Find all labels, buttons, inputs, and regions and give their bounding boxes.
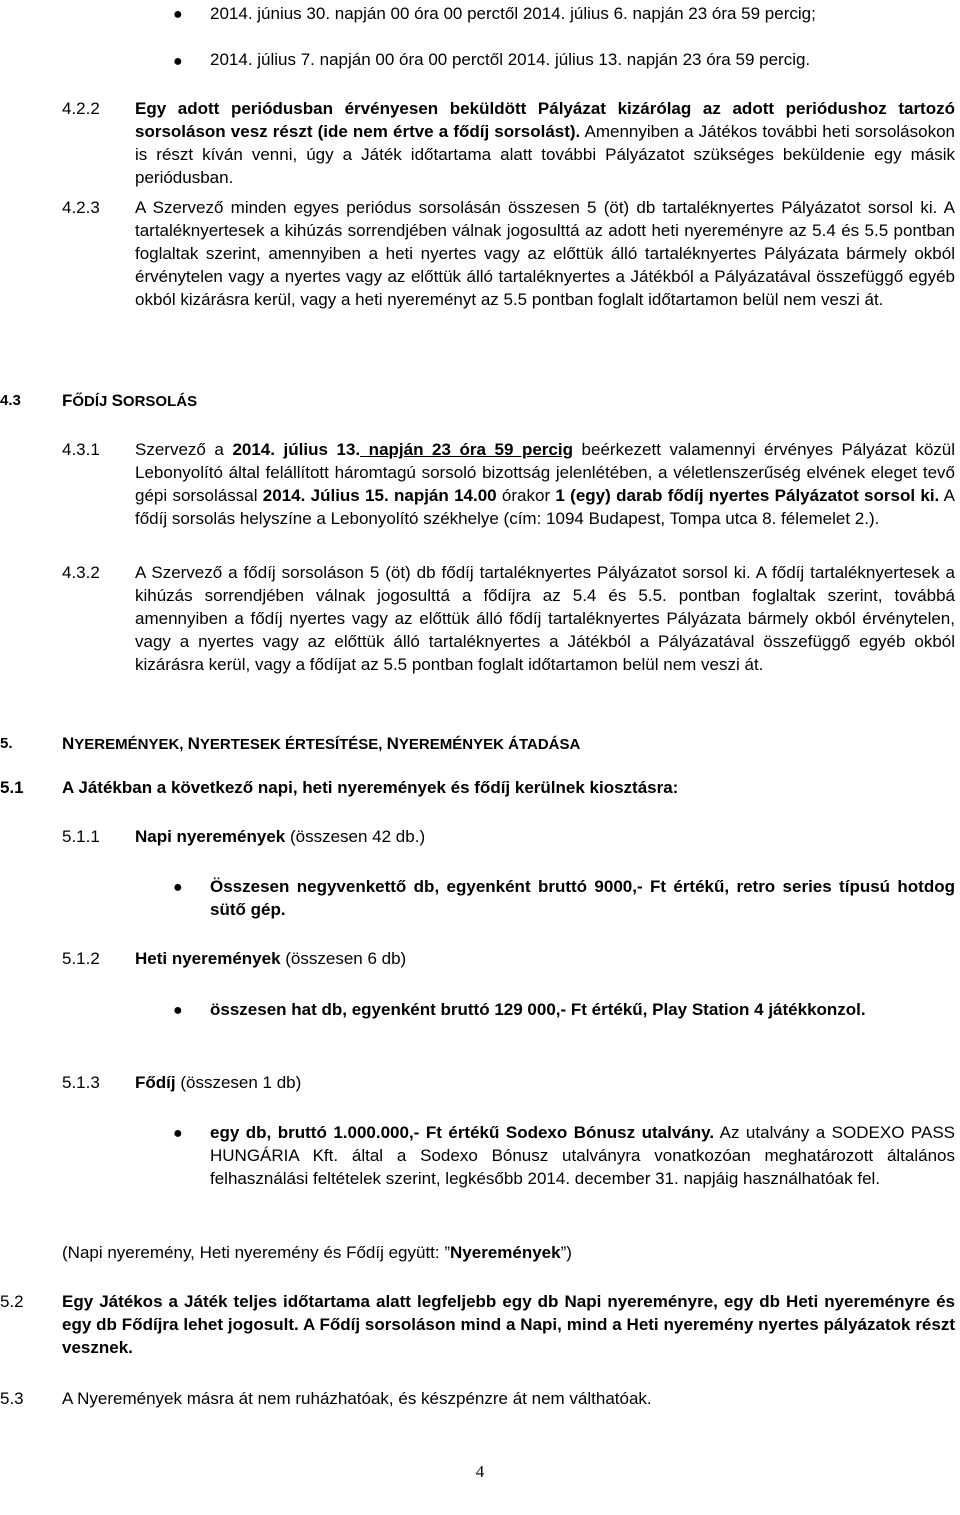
section-number: 4.3.1 bbox=[62, 440, 100, 459]
bullet-dot: ● bbox=[173, 1002, 183, 1019]
section-number: 5.3 bbox=[0, 1389, 24, 1408]
section-number: 5.1.3 bbox=[62, 1073, 100, 1092]
section-4-3-2: A Szervező a fődíj sorsoláson 5 (öt) db fődíj tartaléknyertes Pályázatot sorsol ki. A fődíj tartaléknyertesek a kihúzás sorrendjében válnak jogosulttá a fődíjra az 5.4 és 5.5. pontban foglaltak szerint, továbbá amennyiben a fődíj nyertes vagy az előttük álló fődíj tartaléknyertes Pályázata bármely okból érvénytelen, vagy a nyertes vagy az előttük álló tartaléknyertes a Játékból a Pályázatával összefüggő egyéb okból kizárásra kerül, vagy a fődíjat az 5.5 pontban foglalt időtartamon belül nem veszi át. bbox=[135, 563, 955, 674]
page-number: 4 bbox=[475, 1462, 485, 1481]
section-4-2-2 bbox=[135, 97, 955, 189]
heading-number: 5. bbox=[0, 735, 13, 752]
bullet-dot: ● bbox=[173, 1125, 183, 1142]
section-4-2-3: A Szervező minden egyes periódus sorsolásán összesen 5 (öt) db tartaléknyertes Pályázatot sorsol ki. A tartaléknyertesek a kihúzás sorrendjében válnak jogosulttá az adott heti nyereményre az 5.4 és 5.5 pontban foglaltak szerint, amennyiben a heti nyertes vagy az előttük álló tartaléknyertes Pályázata bármely okból érvénytelen vagy a nyertes vagy az előttük álló tartaléknyertes a Játékból a Pályázatával összefüggő egyéb okból kizárásra kerül, vagy a heti nyereményt az 5.5 pontban foglalt időtartamon belül nem veszi át. bbox=[135, 198, 955, 309]
prizes-note: (Napi nyeremény, Heti nyeremény és Fődíj együtt: ”Nyeremények”) bbox=[62, 1243, 572, 1262]
section-5-1-1-title: Napi nyeremények (összesen 42 db.) bbox=[135, 827, 426, 846]
section-number: 4.3.2 bbox=[62, 563, 100, 582]
bullet-period-1: 2014. június 30. napján 00 óra 00 perctől 2014. július 6. napján 23 óra 59 percig; bbox=[210, 4, 816, 23]
section-number: 5.1.2 bbox=[62, 949, 100, 968]
section-5-3: A Nyeremények másra át nem ruházhatóak, és készpénzre át nem válthatóak. bbox=[62, 1389, 652, 1408]
section-4-2-2-text: Amennyiben a Játékos további heti sorsolásokon is részt kíván venni, úgy a Játék időtartama alatt további Pályázatot szükséges beküldenie egy másik periódusban. bbox=[135, 122, 955, 187]
heading-fodij-sorsolas: FŐDÍJ SORSOLÁS bbox=[62, 391, 198, 410]
heading-nyeremenyek: NYEREMÉNYEK, NYERTESEK ÉRTESÍTÉSE, NYEREMÉNYEK ÁTADÁSA bbox=[62, 734, 581, 753]
section-number: 4.2.2 bbox=[62, 99, 100, 118]
heading-number: 4.3 bbox=[0, 392, 21, 409]
section-number: 5.1.1 bbox=[62, 827, 100, 846]
bullet-dot: ● bbox=[173, 53, 183, 70]
grand-prize-bullet: egy db, bruttó 1.000.000,- Ft értékű Sodexo Bónusz utalvány. Az utalvány a SODEXO PASS HUNGÁRIA Kft. által a Sodexo Bónusz utalványra vonatkozóan meghatározott általános felhasználási feltételek szerint, legkésőbb 2014. december 31. napjáig használhatóak fel. bbox=[210, 1123, 955, 1188]
section-5-1-3-title: Fődíj (összesen 1 db) bbox=[135, 1073, 302, 1092]
section-5-1-heading: A Játékban a következő napi, heti nyeremények és fődíj kerülnek kiosztásra: bbox=[62, 778, 679, 797]
section-4-3-1: Szervező a 2014. július 13. napján 23 óra 59 percig beérkezett valamennyi érvényes Pályázat közül Lebonyolító által felállított háromtagú sorsoló bizottság jelenlétében, a véletlenszerűség elvének eleget tevő gépi sorsolással 2014. Július 15. napján 14.00 órakor 1 (egy) darab fődíj nyertes Pályázatot sorsol ki. A fődíj sorsolás helyszíne a Lebonyolító székhelye (cím: 1094 Budapest, Tompa utca 8. félemelet 2.). bbox=[135, 440, 955, 528]
section-5-2: Egy Játékos a Játék teljes időtartama alatt legfeljebb egy db Napi nyereményre, egy db Heti nyereményre és egy db Fődíjra lehet jogosult. A Fődíj sorsoláson mind a Napi, mind a Heti nyeremény nyertes pályázatok részt vesznek. bbox=[62, 1292, 955, 1357]
bullet-period-2: 2014. július 7. napján 00 óra 00 perctől 2014. július 13. napján 23 óra 59 percig. bbox=[210, 50, 811, 69]
daily-prize-bullet: Összesen negyvenkettő db, egyenként bruttó 9000,- Ft értékű, retro series típusú hotdog sütő gép. bbox=[210, 877, 955, 919]
section-5-1-2-title: Heti nyeremények (összesen 6 db) bbox=[135, 949, 407, 968]
section-number: 4.2.3 bbox=[62, 198, 100, 217]
section-number: 5.1 bbox=[0, 778, 24, 797]
section-4-2-2-bold: Egy adott periódusban érvényesen beküldött Pályázat kizárólag az adott periódushoz tartozó sorsoláson vesz részt (ide nem értve a fődíj sorsolást). bbox=[135, 99, 955, 141]
section-number: 5.2 bbox=[0, 1292, 24, 1311]
bullet-dot: ● bbox=[173, 6, 183, 23]
bullet-dot: ● bbox=[173, 879, 183, 896]
weekly-prize-bullet: összesen hat db, egyenként bruttó 129 000,- Ft értékű, Play Station 4 játékkonzol. bbox=[210, 1000, 866, 1019]
